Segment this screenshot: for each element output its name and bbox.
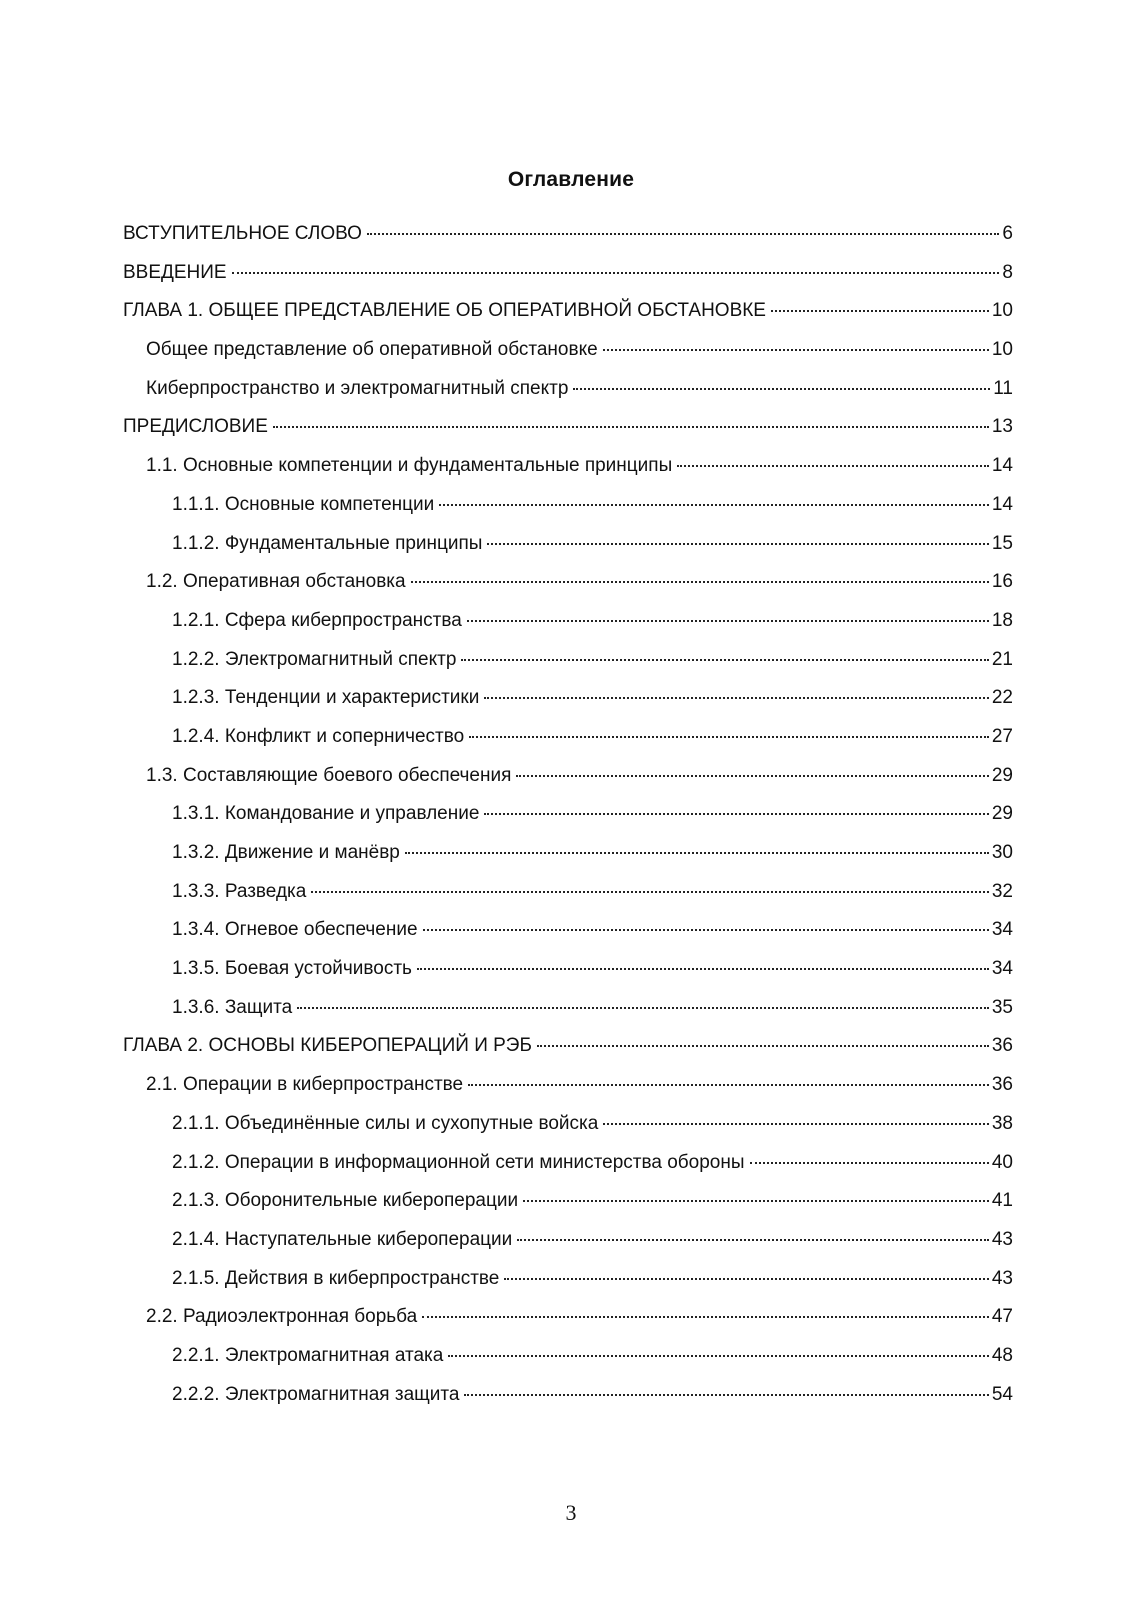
- toc-leader-dots: [468, 1084, 989, 1086]
- toc-entry[interactable]: [123, 339, 1013, 378]
- toc-entry-page: 48: [991, 1344, 1013, 1366]
- toc-entry[interactable]: [123, 494, 1013, 533]
- toc-leader-dots: [504, 1278, 989, 1280]
- toc-entry[interactable]: [123, 416, 1013, 455]
- toc-entry-page: 14: [991, 455, 1013, 477]
- toc-entry-label: 1.1.2. Фундаментальные принципы: [172, 532, 483, 554]
- toc-entry[interactable]: [123, 1152, 1013, 1191]
- toc-entry-label: 1.3.5. Боевая устойчивость: [172, 958, 412, 980]
- toc-entry[interactable]: [123, 1113, 1013, 1152]
- toc-entry[interactable]: [123, 1035, 1013, 1074]
- toc-entry-page: 41: [991, 1190, 1013, 1212]
- toc-entry-page: 29: [991, 803, 1013, 825]
- toc-leader-dots: [771, 310, 989, 312]
- toc-leader-dots: [603, 1123, 989, 1125]
- toc-leader-dots: [423, 929, 989, 931]
- toc-entry-label: Общее представление об оперативной обстановке: [146, 339, 598, 361]
- toc-entry[interactable]: [123, 223, 1013, 262]
- toc-entry-page: 27: [991, 725, 1013, 747]
- toc-entry[interactable]: [123, 881, 1013, 920]
- toc-entry-label: 2.1.2. Операции в информационной сети министерства обороны: [172, 1151, 745, 1173]
- toc-entry[interactable]: [123, 842, 1013, 881]
- toc-leader-dots: [484, 697, 989, 699]
- toc-entry[interactable]: [123, 1074, 1013, 1113]
- toc-entry-page: 13: [991, 416, 1013, 438]
- toc-entry-label: 1.2.1. Сфера киберпространства: [172, 609, 462, 631]
- toc-entry-page: 30: [991, 842, 1013, 863]
- toc-entry-page: 36: [991, 1035, 1013, 1057]
- toc-entry-label: 1.1.1. Основные компетенции: [172, 493, 435, 515]
- toc-entry[interactable]: [123, 1190, 1013, 1229]
- toc-leader-dots: [273, 426, 989, 428]
- table-of-contents: [123, 223, 1013, 1422]
- toc-leader-dots: [448, 1355, 989, 1357]
- toc-leader-dots: [516, 775, 988, 777]
- toc-entry[interactable]: [123, 455, 1013, 494]
- toc-entry-label: Киберпространство и электромагнитный спектр: [146, 377, 569, 399]
- toc-entry[interactable]: [123, 958, 1013, 997]
- toc-entry[interactable]: [123, 378, 1013, 417]
- toc-entry-page: 40: [991, 1151, 1013, 1173]
- toc-entry[interactable]: [123, 300, 1013, 339]
- toc-leader-dots: [311, 891, 989, 893]
- toc-entry[interactable]: [123, 1306, 1013, 1345]
- toc-entry-page: 35: [991, 996, 1013, 1018]
- toc-entry-label: ПРЕДИСЛОВИЕ: [123, 416, 268, 438]
- toc-entry-label: 2.2.1. Электромагнитная атака: [172, 1344, 444, 1366]
- toc-entry-label: 1.3.3. Разведка: [172, 880, 307, 902]
- toc-entry-page: 47: [991, 1306, 1013, 1328]
- toc-leader-dots: [232, 272, 1000, 274]
- toc-entry-page: 16: [991, 571, 1013, 593]
- toc-entry-label: 1.2.3. Тенденции и характеристики: [172, 687, 480, 709]
- toc-leader-dots: [523, 1200, 989, 1202]
- toc-entry[interactable]: [123, 726, 1013, 765]
- toc-entry[interactable]: [123, 803, 1013, 842]
- toc-entry-label: 1.3.6. Защита: [172, 996, 293, 1018]
- toc-leader-dots: [422, 1316, 989, 1318]
- toc-entry-label: 2.1.4. Наступательные кибероперации: [172, 1228, 513, 1250]
- toc-entry-page: 29: [991, 764, 1013, 786]
- toc-leader-dots: [367, 233, 999, 235]
- toc-leader-dots: [297, 1007, 989, 1009]
- toc-leader-dots: [603, 349, 989, 351]
- toc-entry-page: 34: [991, 958, 1013, 980]
- toc-entry[interactable]: [123, 687, 1013, 726]
- toc-entry-label: 2.1. Операции в киберпространстве: [146, 1074, 464, 1096]
- toc-entry[interactable]: [123, 1229, 1013, 1268]
- toc-entry-label: 1.3.4. Огневое обеспечение: [172, 919, 418, 941]
- toc-title: Оглавление: [507, 168, 635, 191]
- toc-entry[interactable]: [123, 1268, 1013, 1307]
- toc-entry-label: 1.3. Составляющие боевого обеспечения: [146, 764, 512, 786]
- toc-entry-label: 2.1.1. Объединённые силы и сухопутные войска: [172, 1112, 599, 1134]
- toc-entry-label: 1.2.2. Электромагнитный спектр: [172, 648, 457, 670]
- toc-entry-page: 34: [991, 919, 1013, 941]
- toc-entry[interactable]: [123, 533, 1013, 572]
- toc-entry-page: 21: [991, 648, 1013, 670]
- toc-leader-dots: [537, 1045, 989, 1047]
- toc-entry-label: ВСТУПИТЕЛЬНОЕ СЛОВО: [123, 223, 362, 244]
- toc-entry-page: 32: [991, 880, 1013, 902]
- toc-entry[interactable]: [123, 649, 1013, 688]
- toc-entry-label: ГЛАВА 1. ОБЩЕЕ ПРЕДСТАВЛЕНИЕ ОБ ОПЕРАТИВНОЙ ОБСТАНОВКЕ: [123, 300, 766, 322]
- toc-entry-page: 11: [993, 377, 1013, 399]
- toc-entry-page: 43: [991, 1267, 1013, 1289]
- toc-leader-dots: [487, 543, 988, 545]
- page-number: 3: [565, 1500, 577, 1525]
- toc-entry-label: 1.1. Основные компетенции и фундаментальные принципы: [146, 455, 673, 477]
- toc-entry[interactable]: [123, 1345, 1013, 1384]
- toc-entry-page: 22: [991, 687, 1013, 709]
- toc-entry-page: 10: [991, 339, 1013, 361]
- toc-entry-page: 15: [991, 532, 1013, 554]
- toc-entry-page: 10: [991, 300, 1013, 322]
- toc-entry-page: 8: [1002, 261, 1013, 283]
- toc-leader-dots: [677, 465, 989, 467]
- toc-entry-page: 54: [991, 1383, 1013, 1405]
- toc-entry[interactable]: [123, 610, 1013, 649]
- toc-entry-label: 2.1.3. Оборонительные кибероперации: [172, 1190, 519, 1212]
- toc-entry[interactable]: [123, 997, 1013, 1036]
- toc-entry[interactable]: [123, 919, 1013, 958]
- toc-leader-dots: [417, 968, 989, 970]
- toc-entry-page: 43: [991, 1228, 1013, 1250]
- toc-leader-dots: [750, 1162, 989, 1164]
- toc-entry-label: 1.3.1. Командование и управление: [172, 803, 480, 825]
- toc-entry-label: 1.3.2. Движение и манёвр: [172, 842, 400, 863]
- toc-entry[interactable]: [123, 1384, 1013, 1423]
- toc-entry-page: 18: [991, 609, 1013, 631]
- toc-leader-dots: [467, 620, 989, 622]
- toc-leader-dots: [484, 813, 988, 815]
- toc-entry[interactable]: [123, 765, 1013, 804]
- toc-leader-dots: [411, 581, 989, 583]
- toc-entry[interactable]: [123, 262, 1013, 301]
- toc-leader-dots: [573, 388, 990, 390]
- toc-leader-dots: [469, 736, 989, 738]
- toc-leader-dots: [517, 1239, 989, 1241]
- toc-entry-label: 2.2.2. Электромагнитная защита: [172, 1383, 460, 1405]
- toc-entry-page: 36: [991, 1074, 1013, 1096]
- toc-leader-dots: [461, 659, 988, 661]
- toc-entry-page: 38: [991, 1112, 1013, 1134]
- toc-entry-label: 2.2. Радиоэлектронная борьба: [146, 1306, 418, 1328]
- toc-entry[interactable]: [123, 571, 1013, 610]
- toc-entry-page: 14: [991, 493, 1013, 515]
- toc-leader-dots: [439, 504, 989, 506]
- toc-entry-label: ВВЕДЕНИЕ: [123, 261, 227, 283]
- toc-entry-label: 1.2. Оперативная обстановка: [146, 571, 406, 593]
- toc-entry-label: 2.1.5. Действия в киберпространстве: [172, 1267, 500, 1289]
- toc-leader-dots: [464, 1394, 988, 1396]
- toc-entry-label: ГЛАВА 2. ОСНОВЫ КИБЕРОПЕРАЦИЙ И РЭБ: [123, 1035, 532, 1057]
- toc-entry-label: 1.2.4. Конфликт и соперничество: [172, 725, 465, 747]
- toc-leader-dots: [405, 852, 989, 854]
- toc-entry-page: 6: [1002, 223, 1013, 244]
